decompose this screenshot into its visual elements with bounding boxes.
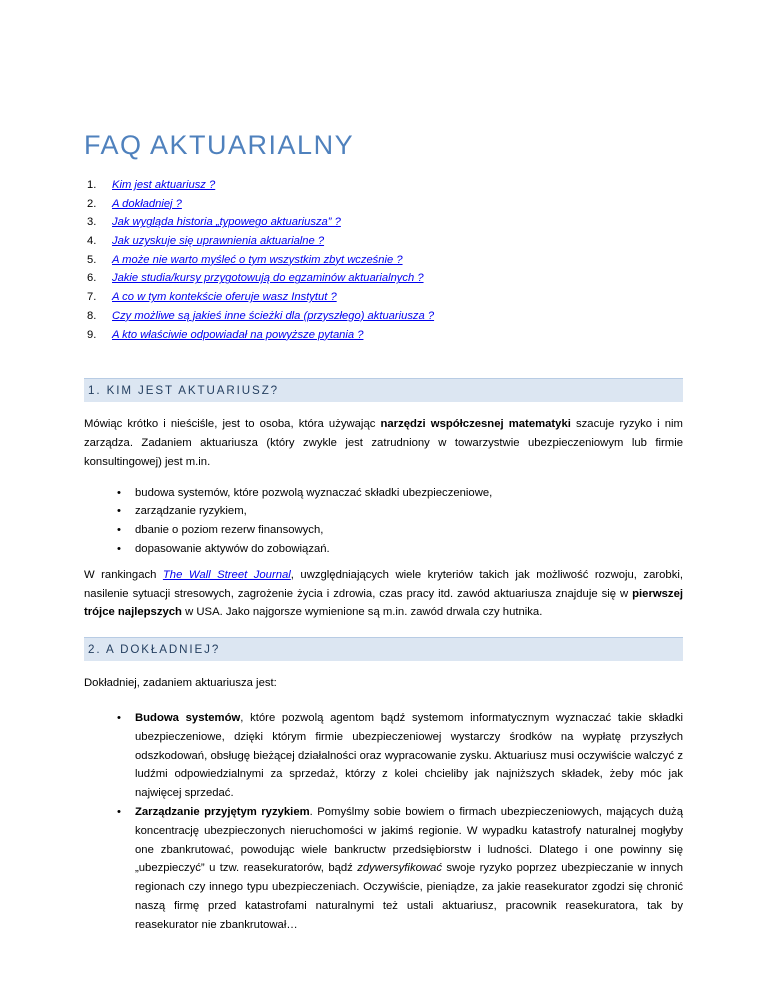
toc-item	[84, 326, 683, 345]
bullet-icon: •	[117, 542, 121, 555]
toc-number: 3.	[87, 216, 97, 229]
toc-item	[84, 251, 683, 270]
toc-link-uprawnienia[interactable]: Jak uzyskuje się uprawnienia aktuarialne ?	[112, 235, 325, 248]
section1-intro-paragraph	[84, 415, 683, 471]
toc-link-a-dokladniej[interactable]: A dokładniej ?	[112, 197, 182, 210]
list-item	[84, 521, 683, 540]
intro-bold-text: narzędzi współczesnej matematyki	[380, 418, 571, 431]
item-italic-text: zdywersyfikować	[357, 862, 442, 875]
ranking-text-c: w USA. Jako najgorsze wymienione są m.in. zawód drwala czy hutnika.	[181, 606, 543, 619]
toc-link-inne-sciezki[interactable]: Czy możliwe są jakieś inne ścieżki dla (przyszłego) aktuariusza ?	[112, 309, 435, 322]
toc-number: 6.	[87, 272, 97, 285]
list-item	[84, 803, 683, 935]
bullet-icon: •	[117, 805, 121, 818]
toc-number: 2.	[87, 197, 97, 210]
section-heading-a-dokladniej: 2. A DOKŁADNIEJ?	[84, 637, 683, 661]
table-of-contents	[84, 176, 683, 344]
bullet-icon: •	[117, 524, 121, 537]
toc-link-za-wczesnie[interactable]: A może nie warto myśleć o tym wszystkim zbyt wcześnie ?	[112, 253, 403, 266]
list-item	[84, 502, 683, 521]
toc-number: 9.	[87, 328, 97, 341]
ranking-text-b: , uwzględniających wiele kryteriów takich jak możliwość rozwoju, zarobki, nasilenie sytuacji stresowych, zagrożenie życia i zdrowia, czas pracy itd. zawód aktuariusza znajduje się w	[84, 568, 683, 600]
toc-item	[84, 307, 683, 326]
list-item-text: dopasowanie aktywów do zobowiązań.	[135, 542, 330, 555]
toc-number: 1.	[87, 179, 97, 191]
toc-link-historia[interactable]: Jak wygląda historia „typowego aktuariusza” ?	[112, 216, 341, 229]
item-text: , które pozwolą agentom bądź systemom informatycznym wyznaczać takie składki ubezpieczeniowe, dzięki którym firmie ubezpieczeniowej wystarczy środków na wypłatę przyszłych odszkodowań, obsługę bieżącej działalności oraz wypracowanie zysku. Aktuariusz musi oczywiście walczyć z ludźmi odpowiedzialnymi za sprzedaż, którzy z kolei chcieliby jak najniższych składek, żeby móc jak najwięcej sprzedać.	[135, 711, 683, 800]
toc-number: 8.	[87, 309, 97, 322]
toc-link-kto-odpowiadal[interactable]: A kto właściwie odpowiadał na powyższe pytania ?	[112, 328, 364, 341]
list-item	[84, 484, 683, 503]
item-bold-heading: Budowa systemów	[135, 711, 241, 724]
ranking-bold-text: pierwszej trójce najlepszych	[84, 587, 683, 619]
toc-number: 7.	[87, 291, 97, 304]
item-text: swoje ryzyko poprzez ubezpieczanie w innych regionach czy innego typu ubezpieczeniach. Oczywiście, pieniądze, za jakie reasekurator zgodzi się chronić naszą firmę przed katastrofami naturalnymi też ustali aktuariusz, pracownik reasekuratora, tak by reasekurator nie zbankrutował…	[135, 862, 684, 931]
section2-intro-paragraph: Dokładniej, zadaniem aktuariusza jest:	[84, 677, 277, 690]
list-item-text: zarządzanie ryzykiem,	[135, 505, 247, 518]
toc-item	[84, 176, 683, 195]
document-title: FAQ AKTUARIALNY	[84, 130, 355, 160]
toc-number: 4.	[87, 235, 97, 248]
wall-street-journal-link[interactable]: The Wall Street Journal	[162, 568, 291, 581]
bullet-icon: •	[117, 711, 121, 724]
list-item	[84, 709, 683, 803]
toc-link-kim-jest-aktuariusz[interactable]: Kim jest aktuariusz ?	[112, 179, 216, 191]
section-heading-kim-jest-aktuariusz: 1. KIM JEST AKTUARIUSZ?	[84, 378, 683, 402]
toc-item	[84, 195, 683, 214]
toc-item	[84, 232, 683, 251]
list-item	[84, 540, 683, 559]
bullet-icon: •	[117, 486, 121, 499]
bullet-icon: •	[117, 505, 121, 518]
toc-link-studia-kursy[interactable]: Jakie studia/kursy przygotowują do egzaminów aktuarialnych ?	[112, 272, 424, 285]
item-bold-heading: Zarządzanie przyjętym ryzykiem	[135, 805, 310, 818]
list-item-text: dbanie o poziom rezerw finansowych,	[135, 524, 324, 537]
item-text: . Pomyślmy sobie bowiem o firmach ubezpieczeniowych, mających dużą koncentrację ubezpieczonych nieruchomości w jakimś regionie. W wypadku katastrofy naturalnej mogłyby one zbankrutować, powodując wiele bankructw przedsiębiorstw i ludności. Dlatego i one powinny się „ubezpieczyć” u tzw. reasekuratorów, bądź	[135, 805, 683, 875]
toc-link-instytut[interactable]: A co w tym kontekście oferuje wasz Instytut ?	[112, 291, 337, 304]
intro-text-a: Mówiąc krótko i nieściśle, jest to osoba, która używając	[84, 418, 381, 431]
ranking-text-a: W rankingach	[84, 568, 163, 581]
section2-bullet-list	[84, 709, 683, 935]
intro-text-b: szacuje ryzyko i nim zarządza. Zadaniem aktuariusza (który zwykle jest zatrudniony w towarzystwie ubezpieczeniowym lub firmie konsultingowej) jest m.in.	[84, 418, 683, 468]
list-item-text: budowa systemów, które pozwolą wyznaczać składki ubezpieczeniowe,	[135, 486, 493, 499]
section1-bullet-list	[84, 484, 683, 559]
toc-item	[84, 288, 683, 307]
section1-ranking-paragraph	[84, 566, 683, 622]
toc-item	[84, 213, 683, 232]
toc-item	[84, 269, 683, 288]
toc-number: 5.	[87, 253, 97, 266]
